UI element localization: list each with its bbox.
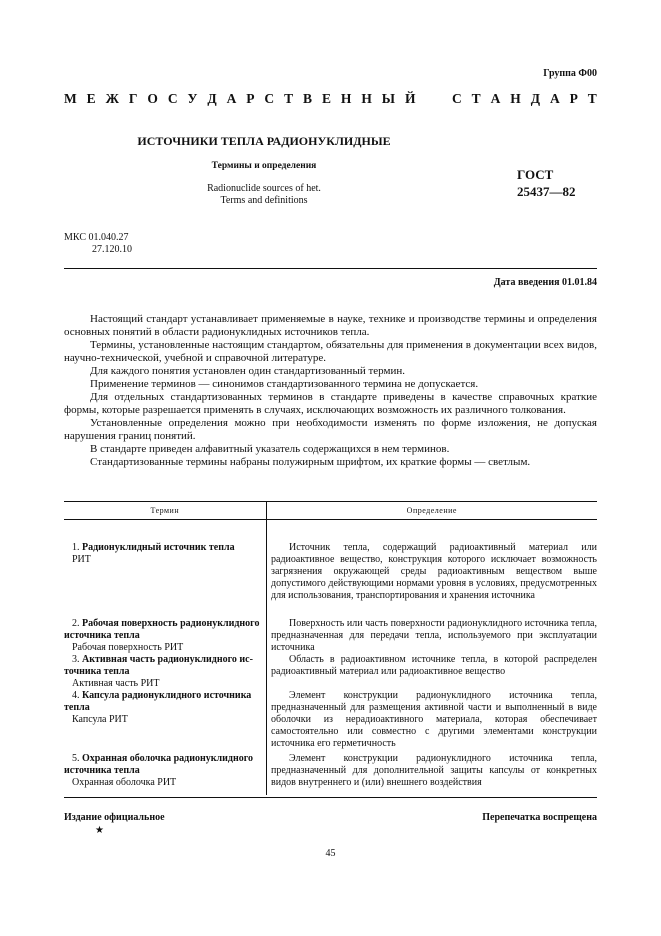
term-number: 5.	[72, 753, 80, 764]
definition-cell	[271, 654, 597, 678]
definition-cell	[271, 542, 597, 602]
term-name-cont: тепла	[64, 702, 90, 713]
definition-text: Область в радиоактивном источнике тепла, в которой распределен радиоактивный материал или радиоактивное вещество	[271, 654, 597, 677]
edition-note: Издание официальное	[64, 812, 165, 823]
term-name: Активная часть радионуклидного ис-	[82, 654, 253, 665]
definition-text: Элемент конструкции радионуклидного источника тепла, предназначенный для дополнительной защиты капсулы от конкретных видов внутреннего и (или) внешнего воздействия	[271, 753, 597, 788]
heading-letter: Р	[246, 91, 255, 106]
term-cell	[64, 690, 264, 726]
mks-line1: МКС 01.040.27	[64, 232, 129, 243]
heading-letter: Е	[321, 91, 331, 106]
heading-letter: У	[187, 91, 198, 106]
term-abbreviation: Рабочая поверхность РИТ	[72, 642, 184, 653]
term-cell	[64, 753, 264, 789]
definition-cell	[271, 618, 597, 654]
heading-letter: Т	[471, 91, 481, 106]
english-title-line2: Terms and definitions	[220, 195, 308, 206]
term-name-cont: источника тепла	[64, 630, 140, 641]
term-name: Охранная оболочка радионуклидного	[82, 753, 254, 764]
table-header	[64, 501, 597, 520]
heading-letter: Д	[207, 91, 217, 106]
heading-letter	[425, 91, 428, 107]
table-body	[64, 520, 597, 795]
definition-text: Источник тепла, содержащий радиоактивный материал или радиоактивное вещество, конструкция которого исключает возможность загрязнения окружающей среды радиоактивным веществом выше допустимого действующими нормами уровня в условиях, предусмотренных для использования, транспортирования и хранения источника	[271, 542, 597, 601]
term-cell	[64, 618, 264, 654]
heading-letter: В	[303, 91, 313, 106]
intro-paragraph: Применение терминов — синонимов стандартизованного термина не допускается.	[90, 378, 479, 390]
group-code: Группа Ф00	[543, 68, 597, 79]
column-header-term: Термин	[150, 506, 180, 515]
english-title	[64, 183, 464, 207]
definition-cell	[271, 753, 597, 789]
term-name-cont: точника тепла	[64, 666, 130, 677]
term-abbreviation: Капсула РИТ	[72, 714, 128, 725]
definition-text: Поверхность или часть поверхности радионуклидного источника тепла, предназначенная для передачи тепла, используемого при эксплуатации источника	[271, 618, 597, 653]
term-number: 3.	[72, 654, 80, 665]
heading-letter: С	[264, 91, 275, 106]
term-cell	[64, 542, 264, 566]
mks-line2: 27.120.10	[92, 244, 132, 255]
heading-letter: Ы	[381, 91, 396, 106]
heading-letter: Р	[569, 91, 578, 106]
term-name: Радионуклидный источник тепла	[82, 542, 235, 553]
star-icon: ★	[95, 825, 104, 836]
intro-paragraph: В стандарте приведен алфавитный указатель содержащихся в нем терминов.	[90, 443, 450, 455]
heading-letter: Ж	[105, 91, 119, 106]
intro-paragraph: Термины, установленные настоящим стандартом, обязательны для применения в документации всех видов, научно-технической, учебной и справочной литературе.	[64, 339, 597, 364]
mks-codes	[64, 232, 132, 256]
header-divider	[64, 268, 597, 269]
heading-letter: Н	[340, 91, 352, 106]
term-number: 4.	[72, 690, 80, 701]
heading-letter: С	[452, 91, 462, 106]
heading-letter: М	[64, 91, 77, 106]
heading-letter: Е	[86, 91, 96, 106]
heading-letter: Н	[510, 91, 521, 106]
term-number: 2.	[72, 618, 80, 629]
heading-letter: А	[549, 91, 560, 106]
heading-letter: О	[147, 91, 158, 106]
column-divider	[266, 520, 267, 795]
intro-paragraph: Настоящий стандарт устанавливает применяемые в науке, технике и производстве термины и определения основных понятий в области радионуклидных источников тепла.	[64, 313, 597, 338]
term-number: 1.	[72, 542, 80, 553]
document-title: ИСТОЧНИКИ ТЕПЛА РАДИОНУКЛИДНЫЕ	[137, 134, 391, 148]
standard-type-heading	[64, 91, 597, 107]
heading-letter: Т	[284, 91, 294, 106]
introduction-date: Дата введения 01.01.84	[493, 277, 597, 288]
heading-letter: Й	[404, 91, 416, 106]
intro-paragraph: Для отдельных стандартизованных терминов в стандарте приведены в качестве справочных краткие формы, которые разрешается применять в случаях, исключающих возможность их различного толкования.	[64, 391, 597, 416]
heading-letter: А	[490, 91, 501, 106]
footer-divider	[64, 797, 597, 798]
heading-letter	[439, 91, 442, 107]
heading-letter: Д	[530, 91, 541, 106]
terms-table	[64, 501, 597, 795]
gost-number: 25437—82	[517, 184, 576, 199]
english-title-line1: Radionuclide sources of het.	[207, 183, 321, 194]
term-abbreviation: Охранная оболочка РИТ	[72, 777, 177, 788]
gost-label: ГОСТ	[517, 167, 554, 182]
page-number: 45	[325, 848, 336, 859]
term-name: Капсула радионуклидного источника	[82, 690, 252, 701]
term-name-cont: источника тепла	[64, 765, 140, 776]
gost-designation	[517, 166, 597, 200]
reprint-note: Перепечатка воспрещена	[482, 812, 597, 823]
document-subtitle: Термины и определения	[211, 161, 317, 171]
definition-text: Элемент конструкции радионуклидного источника тепла, предназначенный для размещения активной части и выполненный в виде оболочки из нерадиоактивного материала, которая обеспечивает самостоятельно или совместно с другими элементами конструкции источника его герметичность	[271, 690, 597, 749]
intro-text	[64, 313, 597, 469]
term-abbreviation: Активная часть РИТ	[72, 678, 160, 689]
term-name: Рабочая поверхность радионуклидного	[82, 618, 260, 629]
heading-letter: Н	[361, 91, 372, 106]
heading-letter: Г	[128, 91, 138, 106]
heading-letter: Т	[587, 91, 597, 106]
intro-paragraph: Для каждого понятия установлен один стандартизованный термин.	[90, 365, 405, 377]
term-abbreviation: РИТ	[72, 554, 91, 565]
column-header-definition: Определение	[266, 502, 597, 519]
heading-letter: С	[167, 91, 178, 106]
heading-letter: А	[226, 91, 237, 106]
term-cell	[64, 654, 264, 690]
intro-paragraph: Стандартизованные термины набраны полужирным шрифтом, их краткие формы — светлым.	[90, 456, 531, 468]
definition-cell	[271, 690, 597, 750]
intro-paragraph: Установленные определения можно при необходимости изменять по форме изложения, не допуская нарушения границ понятий.	[64, 417, 597, 442]
